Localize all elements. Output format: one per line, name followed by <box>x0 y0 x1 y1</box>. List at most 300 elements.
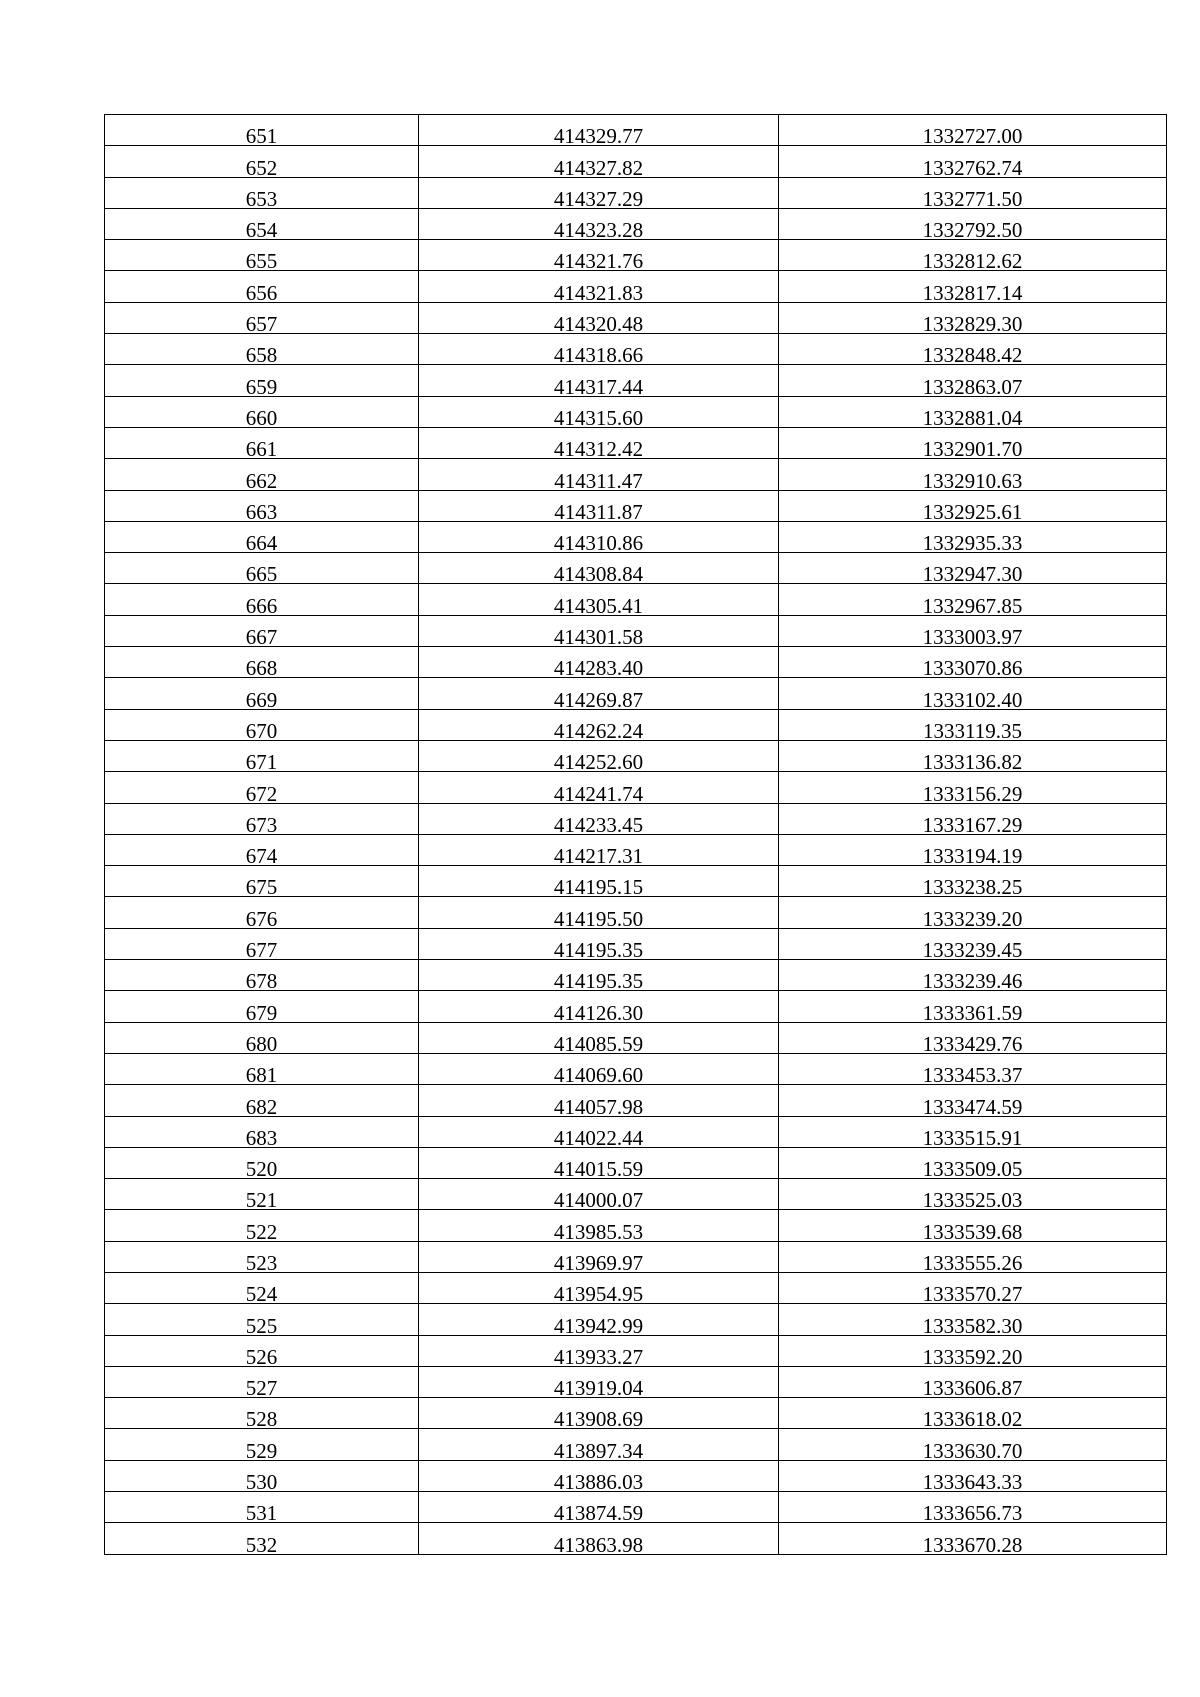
y-coordinate-text: 1333474.59 <box>922 1094 1023 1119</box>
y-coordinate-text: 1333539.68 <box>922 1219 1023 1244</box>
x-coordinate-text: 414327.29 <box>553 186 644 211</box>
point-number-text: 526 <box>245 1344 278 1369</box>
point-number-text: 680 <box>245 1031 278 1056</box>
y-coordinate-cell <box>779 584 1167 618</box>
y-coordinate-cell <box>779 1053 1167 1088</box>
x-coordinate-cell <box>419 866 779 900</box>
point-number-cell <box>105 1053 419 1088</box>
x-coordinate-cell <box>419 615 779 650</box>
x-coordinate-cell <box>419 647 779 681</box>
point-number-cell <box>105 365 419 399</box>
y-coordinate-cell <box>779 459 1167 493</box>
x-coordinate-cell <box>419 1147 779 1182</box>
y-coordinate-text: 1333003.97 <box>922 625 1023 650</box>
y-coordinate-cell <box>779 177 1167 211</box>
x-coordinate-cell <box>419 1492 779 1526</box>
x-coordinate-text: 413985.53 <box>553 1219 644 1244</box>
x-coordinate-text: 414329.77 <box>553 124 644 149</box>
y-coordinate-text: 1333194.19 <box>922 844 1023 869</box>
table-row <box>105 1429 1167 1460</box>
x-coordinate-text: 414315.60 <box>553 405 644 430</box>
table-row <box>105 1053 1167 1084</box>
y-coordinate-cell <box>779 115 1167 149</box>
x-coordinate-text: 414311.47 <box>554 468 643 493</box>
point-number-text: 679 <box>245 1000 278 1025</box>
y-coordinate-text: 1333070.86 <box>922 656 1023 681</box>
x-coordinate-cell <box>419 584 779 618</box>
y-coordinate-text: 1332848.42 <box>922 343 1023 368</box>
x-coordinate-text: 414262.24 <box>553 718 644 743</box>
x-coordinate-cell <box>419 553 779 587</box>
point-number-text: 663 <box>245 499 278 524</box>
point-number-cell <box>105 740 419 775</box>
x-coordinate-text: 413933.27 <box>553 1344 644 1369</box>
y-coordinate-cell <box>779 1523 1167 1557</box>
y-coordinate-cell <box>779 490 1167 524</box>
table-row <box>105 1492 1167 1523</box>
table-row <box>105 1116 1167 1147</box>
y-coordinate-cell <box>779 1022 1167 1056</box>
x-coordinate-cell <box>419 960 779 994</box>
x-coordinate-text: 414318.66 <box>553 343 644 368</box>
point-number-cell <box>105 1366 419 1401</box>
point-number-text: 664 <box>245 531 278 556</box>
x-coordinate-text: 413908.69 <box>553 1407 644 1432</box>
y-coordinate-cell <box>779 834 1167 869</box>
y-coordinate-cell <box>779 709 1167 743</box>
table-row <box>105 647 1167 678</box>
y-coordinate-text: 1333509.05 <box>922 1157 1023 1182</box>
point-number-cell <box>105 1429 419 1463</box>
table-row <box>105 1022 1167 1053</box>
table-row <box>105 427 1167 458</box>
x-coordinate-cell <box>419 365 779 399</box>
y-coordinate-text: 1332771.50 <box>922 186 1023 211</box>
x-coordinate-cell <box>419 1398 779 1432</box>
x-coordinate-cell <box>419 1053 779 1088</box>
y-coordinate-cell <box>779 240 1167 274</box>
x-coordinate-text: 414126.30 <box>553 1000 644 1025</box>
table-row <box>105 365 1167 396</box>
y-coordinate-text: 1333630.70 <box>922 1438 1023 1463</box>
table-row <box>105 866 1167 897</box>
y-coordinate-cell <box>779 146 1167 180</box>
x-coordinate-cell <box>419 1429 779 1463</box>
point-number-text: 675 <box>245 875 278 900</box>
point-number-text: 677 <box>245 938 278 963</box>
point-number-text: 524 <box>245 1282 278 1307</box>
y-coordinate-cell <box>779 427 1167 462</box>
point-number-cell <box>105 615 419 650</box>
point-number-text: 662 <box>245 468 278 493</box>
table-row <box>105 740 1167 771</box>
point-number-cell <box>105 928 419 963</box>
coordinates-table <box>104 114 1167 1555</box>
x-coordinate-cell <box>419 897 779 931</box>
table-row <box>105 584 1167 615</box>
x-coordinate-cell <box>419 1304 779 1338</box>
point-number-cell <box>105 772 419 806</box>
table-row <box>105 709 1167 740</box>
point-number-cell <box>105 521 419 556</box>
y-coordinate-text: 1332792.50 <box>922 218 1023 243</box>
table-row <box>105 1398 1167 1429</box>
x-coordinate-cell <box>419 240 779 274</box>
y-coordinate-cell <box>779 396 1167 430</box>
point-number-text: 655 <box>245 249 278 274</box>
point-number-text: 529 <box>245 1438 278 1463</box>
table-row <box>105 1304 1167 1335</box>
table-row <box>105 1366 1167 1397</box>
point-number-text: 661 <box>245 437 278 462</box>
point-number-text: 531 <box>245 1501 278 1526</box>
x-coordinate-text: 414321.76 <box>553 249 644 274</box>
x-coordinate-cell <box>419 459 779 493</box>
point-number-cell <box>105 271 419 305</box>
x-coordinate-text: 413874.59 <box>553 1501 644 1526</box>
x-coordinate-cell <box>419 1523 779 1557</box>
y-coordinate-text: 1332901.70 <box>922 437 1023 462</box>
x-coordinate-cell <box>419 396 779 430</box>
table-row <box>105 772 1167 803</box>
y-coordinate-cell <box>779 1429 1167 1463</box>
y-coordinate-text: 1333582.30 <box>922 1313 1023 1338</box>
point-number-cell <box>105 866 419 900</box>
point-number-text: 652 <box>245 155 278 180</box>
point-number-cell <box>105 960 419 994</box>
x-coordinate-cell <box>419 302 779 337</box>
point-number-cell <box>105 678 419 712</box>
point-number-text: 525 <box>245 1313 278 1338</box>
point-number-cell <box>105 1179 419 1213</box>
x-coordinate-cell <box>419 709 779 743</box>
y-coordinate-text: 1333239.20 <box>922 906 1023 931</box>
point-number-cell <box>105 396 419 430</box>
x-coordinate-cell <box>419 427 779 462</box>
y-coordinate-text: 1333119.35 <box>923 718 1022 743</box>
x-coordinate-text: 414241.74 <box>553 781 644 806</box>
y-coordinate-cell <box>779 647 1167 681</box>
y-coordinate-text: 1332935.33 <box>922 531 1023 556</box>
point-number-cell <box>105 302 419 337</box>
point-number-text: 654 <box>245 218 278 243</box>
x-coordinate-text: 413886.03 <box>553 1470 644 1495</box>
y-coordinate-text: 1333429.76 <box>922 1031 1023 1056</box>
point-number-cell <box>105 240 419 274</box>
point-number-text: 660 <box>245 405 278 430</box>
x-coordinate-text: 414269.87 <box>553 687 644 712</box>
x-coordinate-text: 414233.45 <box>553 812 644 837</box>
x-coordinate-text: 413942.99 <box>553 1313 644 1338</box>
y-coordinate-text: 1333156.29 <box>922 781 1023 806</box>
y-coordinate-cell <box>779 334 1167 368</box>
table-row <box>105 1179 1167 1210</box>
x-coordinate-text: 414195.35 <box>553 938 644 963</box>
x-coordinate-cell <box>419 1460 779 1495</box>
x-coordinate-text: 414252.60 <box>553 750 644 775</box>
point-number-text: 532 <box>245 1532 278 1557</box>
y-coordinate-text: 1332727.00 <box>922 124 1023 149</box>
point-number-text: 658 <box>245 343 278 368</box>
x-coordinate-cell <box>419 334 779 368</box>
point-number-text: 653 <box>245 186 278 211</box>
point-number-text: 656 <box>245 280 278 305</box>
point-number-text: 666 <box>245 593 278 618</box>
point-number-text: 520 <box>245 1157 278 1182</box>
table-row <box>105 553 1167 584</box>
table-row <box>105 803 1167 834</box>
table-row <box>105 396 1167 427</box>
x-coordinate-cell <box>419 1210 779 1244</box>
table-row <box>105 115 1167 146</box>
y-coordinate-text: 1333643.33 <box>922 1470 1023 1495</box>
point-number-cell <box>105 177 419 211</box>
y-coordinate-text: 1333555.26 <box>922 1250 1023 1275</box>
point-number-cell <box>105 459 419 493</box>
y-coordinate-text: 1332812.62 <box>922 249 1023 274</box>
x-coordinate-text: 414327.82 <box>553 155 644 180</box>
y-coordinate-cell <box>779 302 1167 337</box>
x-coordinate-cell <box>419 115 779 149</box>
x-coordinate-cell <box>419 1085 779 1119</box>
y-coordinate-cell <box>779 521 1167 556</box>
x-coordinate-cell <box>419 803 779 837</box>
table-row <box>105 490 1167 521</box>
table-row <box>105 1460 1167 1491</box>
table-row <box>105 991 1167 1022</box>
table-row <box>105 240 1167 271</box>
y-coordinate-text: 1333656.73 <box>922 1501 1023 1526</box>
table-row <box>105 615 1167 646</box>
x-coordinate-text: 414195.35 <box>553 969 644 994</box>
table-row <box>105 960 1167 991</box>
x-coordinate-cell <box>419 772 779 806</box>
point-number-cell <box>105 1272 419 1307</box>
point-number-text: 527 <box>245 1376 278 1401</box>
table-row <box>105 459 1167 490</box>
point-number-cell <box>105 427 419 462</box>
point-number-text: 668 <box>245 656 278 681</box>
x-coordinate-cell <box>419 1272 779 1307</box>
point-number-text: 674 <box>245 844 278 869</box>
point-number-text: 665 <box>245 562 278 587</box>
table-row <box>105 334 1167 365</box>
y-coordinate-cell <box>779 1241 1167 1275</box>
table-row <box>105 146 1167 177</box>
x-coordinate-cell <box>419 146 779 180</box>
x-coordinate-text: 414057.98 <box>553 1094 644 1119</box>
y-coordinate-cell <box>779 991 1167 1025</box>
table-row <box>105 1241 1167 1272</box>
x-coordinate-text: 414320.48 <box>553 312 644 337</box>
point-number-cell <box>105 1241 419 1275</box>
point-number-cell <box>105 897 419 931</box>
x-coordinate-text: 414015.59 <box>553 1157 644 1182</box>
x-coordinate-text: 414217.31 <box>553 844 644 869</box>
y-coordinate-cell <box>779 271 1167 305</box>
point-number-cell <box>105 1398 419 1432</box>
point-number-text: 682 <box>245 1094 278 1119</box>
y-coordinate-text: 1332910.63 <box>922 468 1023 493</box>
table-row <box>105 302 1167 333</box>
point-number-cell <box>105 1523 419 1557</box>
point-number-text: 530 <box>245 1470 278 1495</box>
y-coordinate-cell <box>779 740 1167 775</box>
x-coordinate-text: 414085.59 <box>553 1031 644 1056</box>
point-number-cell <box>105 334 419 368</box>
point-number-cell <box>105 146 419 180</box>
table-row <box>105 1272 1167 1303</box>
x-coordinate-cell <box>419 177 779 211</box>
y-coordinate-cell <box>779 678 1167 712</box>
point-number-cell <box>105 1460 419 1495</box>
x-coordinate-cell <box>419 834 779 869</box>
table-row <box>105 1085 1167 1116</box>
y-coordinate-cell <box>779 1179 1167 1213</box>
y-coordinate-text: 1333670.28 <box>922 1532 1023 1557</box>
y-coordinate-text: 1333525.03 <box>922 1188 1023 1213</box>
table-row <box>105 1335 1167 1366</box>
point-number-text: 683 <box>245 1125 278 1150</box>
point-number-text: 670 <box>245 718 278 743</box>
y-coordinate-cell <box>779 803 1167 837</box>
point-number-cell <box>105 1147 419 1182</box>
y-coordinate-cell <box>779 1272 1167 1307</box>
y-coordinate-cell <box>779 928 1167 963</box>
table-row <box>105 208 1167 239</box>
x-coordinate-cell <box>419 991 779 1025</box>
y-coordinate-cell <box>779 1210 1167 1244</box>
y-coordinate-text: 1333167.29 <box>922 812 1023 837</box>
y-coordinate-cell <box>779 553 1167 587</box>
y-coordinate-cell <box>779 1085 1167 1119</box>
y-coordinate-text: 1333618.02 <box>922 1407 1023 1432</box>
x-coordinate-text: 414069.60 <box>553 1063 644 1088</box>
point-number-cell <box>105 834 419 869</box>
y-coordinate-text: 1332817.14 <box>922 280 1023 305</box>
x-coordinate-cell <box>419 521 779 556</box>
table-row <box>105 177 1167 208</box>
x-coordinate-text: 414312.42 <box>553 437 644 462</box>
y-coordinate-text: 1332863.07 <box>922 374 1023 399</box>
y-coordinate-text: 1333238.25 <box>922 875 1023 900</box>
x-coordinate-text: 414311.87 <box>554 499 643 524</box>
y-coordinate-text: 1333102.40 <box>922 687 1023 712</box>
point-number-text: 522 <box>245 1219 278 1244</box>
x-coordinate-cell <box>419 1241 779 1275</box>
x-coordinate-cell <box>419 1022 779 1056</box>
point-number-text: 651 <box>245 124 278 149</box>
point-number-cell <box>105 1022 419 1056</box>
x-coordinate-text: 414310.86 <box>553 531 644 556</box>
y-coordinate-cell <box>779 1460 1167 1495</box>
x-coordinate-text: 414317.44 <box>553 374 644 399</box>
x-coordinate-text: 413969.97 <box>553 1250 644 1275</box>
x-coordinate-text: 414022.44 <box>553 1125 644 1150</box>
y-coordinate-cell <box>779 365 1167 399</box>
y-coordinate-text: 1332881.04 <box>922 405 1023 430</box>
y-coordinate-text: 1332947.30 <box>922 562 1023 587</box>
y-coordinate-cell <box>779 1492 1167 1526</box>
point-number-text: 523 <box>245 1250 278 1275</box>
x-coordinate-text: 413954.95 <box>553 1282 644 1307</box>
y-coordinate-cell <box>779 1147 1167 1182</box>
table-row <box>105 521 1167 552</box>
x-coordinate-cell <box>419 740 779 775</box>
y-coordinate-text: 1332967.85 <box>922 593 1023 618</box>
x-coordinate-cell <box>419 928 779 963</box>
x-coordinate-text: 414195.50 <box>553 906 644 931</box>
table-row <box>105 834 1167 865</box>
point-number-text: 672 <box>245 781 278 806</box>
table-row <box>105 1523 1167 1554</box>
x-coordinate-cell <box>419 1179 779 1213</box>
point-number-text: 676 <box>245 906 278 931</box>
y-coordinate-cell <box>779 866 1167 900</box>
y-coordinate-text: 1333606.87 <box>922 1376 1023 1401</box>
y-coordinate-cell <box>779 1304 1167 1338</box>
y-coordinate-cell <box>779 208 1167 243</box>
x-coordinate-text: 414301.58 <box>553 625 644 650</box>
y-coordinate-text: 1332762.74 <box>922 155 1023 180</box>
point-number-cell <box>105 709 419 743</box>
x-coordinate-cell <box>419 271 779 305</box>
y-coordinate-text: 1332925.61 <box>922 499 1023 524</box>
table-row <box>105 897 1167 928</box>
y-coordinate-cell <box>779 1116 1167 1150</box>
point-number-text: 667 <box>245 625 278 650</box>
x-coordinate-cell <box>419 1366 779 1401</box>
point-number-cell <box>105 584 419 618</box>
y-coordinate-text: 1333361.59 <box>922 1000 1023 1025</box>
point-number-cell <box>105 490 419 524</box>
point-number-cell <box>105 1335 419 1369</box>
y-coordinate-cell <box>779 772 1167 806</box>
point-number-text: 669 <box>245 687 278 712</box>
y-coordinate-text: 1333515.91 <box>922 1125 1023 1150</box>
table-row <box>105 928 1167 959</box>
y-coordinate-cell <box>779 897 1167 931</box>
y-coordinate-cell <box>779 615 1167 650</box>
y-coordinate-text: 1333239.45 <box>922 938 1023 963</box>
point-number-text: 528 <box>245 1407 278 1432</box>
point-number-text: 678 <box>245 969 278 994</box>
point-number-text: 657 <box>245 312 278 337</box>
point-number-cell <box>105 553 419 587</box>
y-coordinate-cell <box>779 1335 1167 1369</box>
point-number-text: 681 <box>245 1063 278 1088</box>
y-coordinate-cell <box>779 1398 1167 1432</box>
point-number-cell <box>105 1304 419 1338</box>
point-number-cell <box>105 647 419 681</box>
x-coordinate-cell <box>419 678 779 712</box>
x-coordinate-cell <box>419 1116 779 1150</box>
point-number-cell <box>105 803 419 837</box>
point-number-cell <box>105 208 419 243</box>
x-coordinate-text: 414321.83 <box>553 280 644 305</box>
table-row <box>105 678 1167 709</box>
x-coordinate-text: 413919.04 <box>553 1376 644 1401</box>
coordinates-table-body <box>105 115 1167 1555</box>
y-coordinate-cell <box>779 960 1167 994</box>
point-number-cell <box>105 1210 419 1244</box>
x-coordinate-text: 414305.41 <box>553 593 644 618</box>
point-number-text: 659 <box>245 374 278 399</box>
x-coordinate-text: 414283.40 <box>553 656 644 681</box>
y-coordinate-text: 1333592.20 <box>922 1344 1023 1369</box>
y-coordinate-text: 1333570.27 <box>922 1282 1023 1307</box>
table-row <box>105 1210 1167 1241</box>
